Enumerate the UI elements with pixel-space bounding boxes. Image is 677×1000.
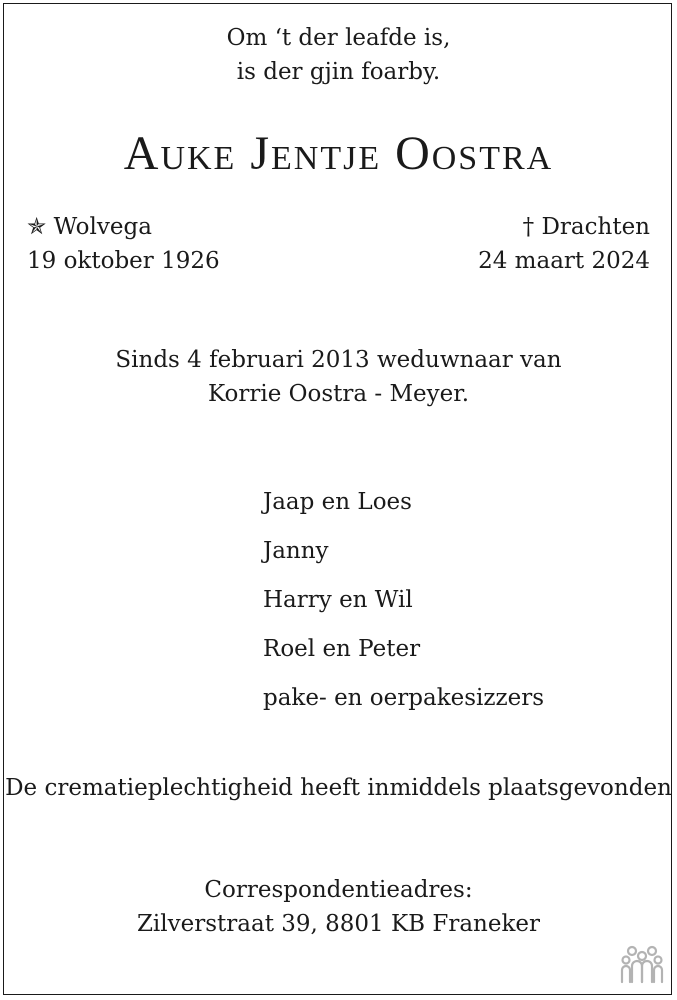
family-list — [263, 478, 544, 723]
deceased-name: Auke Jentje Oostra — [123, 127, 554, 180]
birth-place: ✯ Wolvega — [27, 214, 152, 240]
family-member: Janny — [263, 538, 329, 564]
motto-line-2: is der gjin foarby. — [236, 59, 441, 85]
family-member: pake- en oerpakesizzers — [263, 685, 545, 711]
people-group-icon — [620, 944, 664, 984]
death-date: 24 maart 2024 — [478, 248, 650, 274]
family-member: Jaap en Loes — [263, 489, 412, 515]
widower-note — [0, 343, 677, 411]
family-member: Harry en Wil — [263, 587, 413, 613]
motto — [0, 21, 677, 89]
correspondence-address — [0, 873, 677, 941]
correspondence-street: Zilverstraat 39, 8801 KB Franeker — [136, 911, 541, 937]
family-member: Roel en Peter — [263, 636, 421, 662]
birth-info — [27, 210, 220, 278]
correspondence-label: Correspondentieadres: — [204, 877, 473, 903]
ceremony-note — [0, 771, 677, 805]
death-info — [478, 210, 650, 278]
motto-line-1: Om ‘t der leafde is, — [226, 25, 451, 51]
widower-line-1: Sinds 4 februari 2013 weduwnaar van — [115, 347, 562, 373]
birth-date: 19 oktober 1926 — [27, 248, 220, 274]
death-place: † Drachten — [522, 214, 650, 240]
ceremony-text: De crematieplechtigheid heeft inmiddels plaatsgevonden — [5, 775, 672, 801]
widower-line-2: Korrie Oostra - Meyer. — [207, 381, 470, 407]
